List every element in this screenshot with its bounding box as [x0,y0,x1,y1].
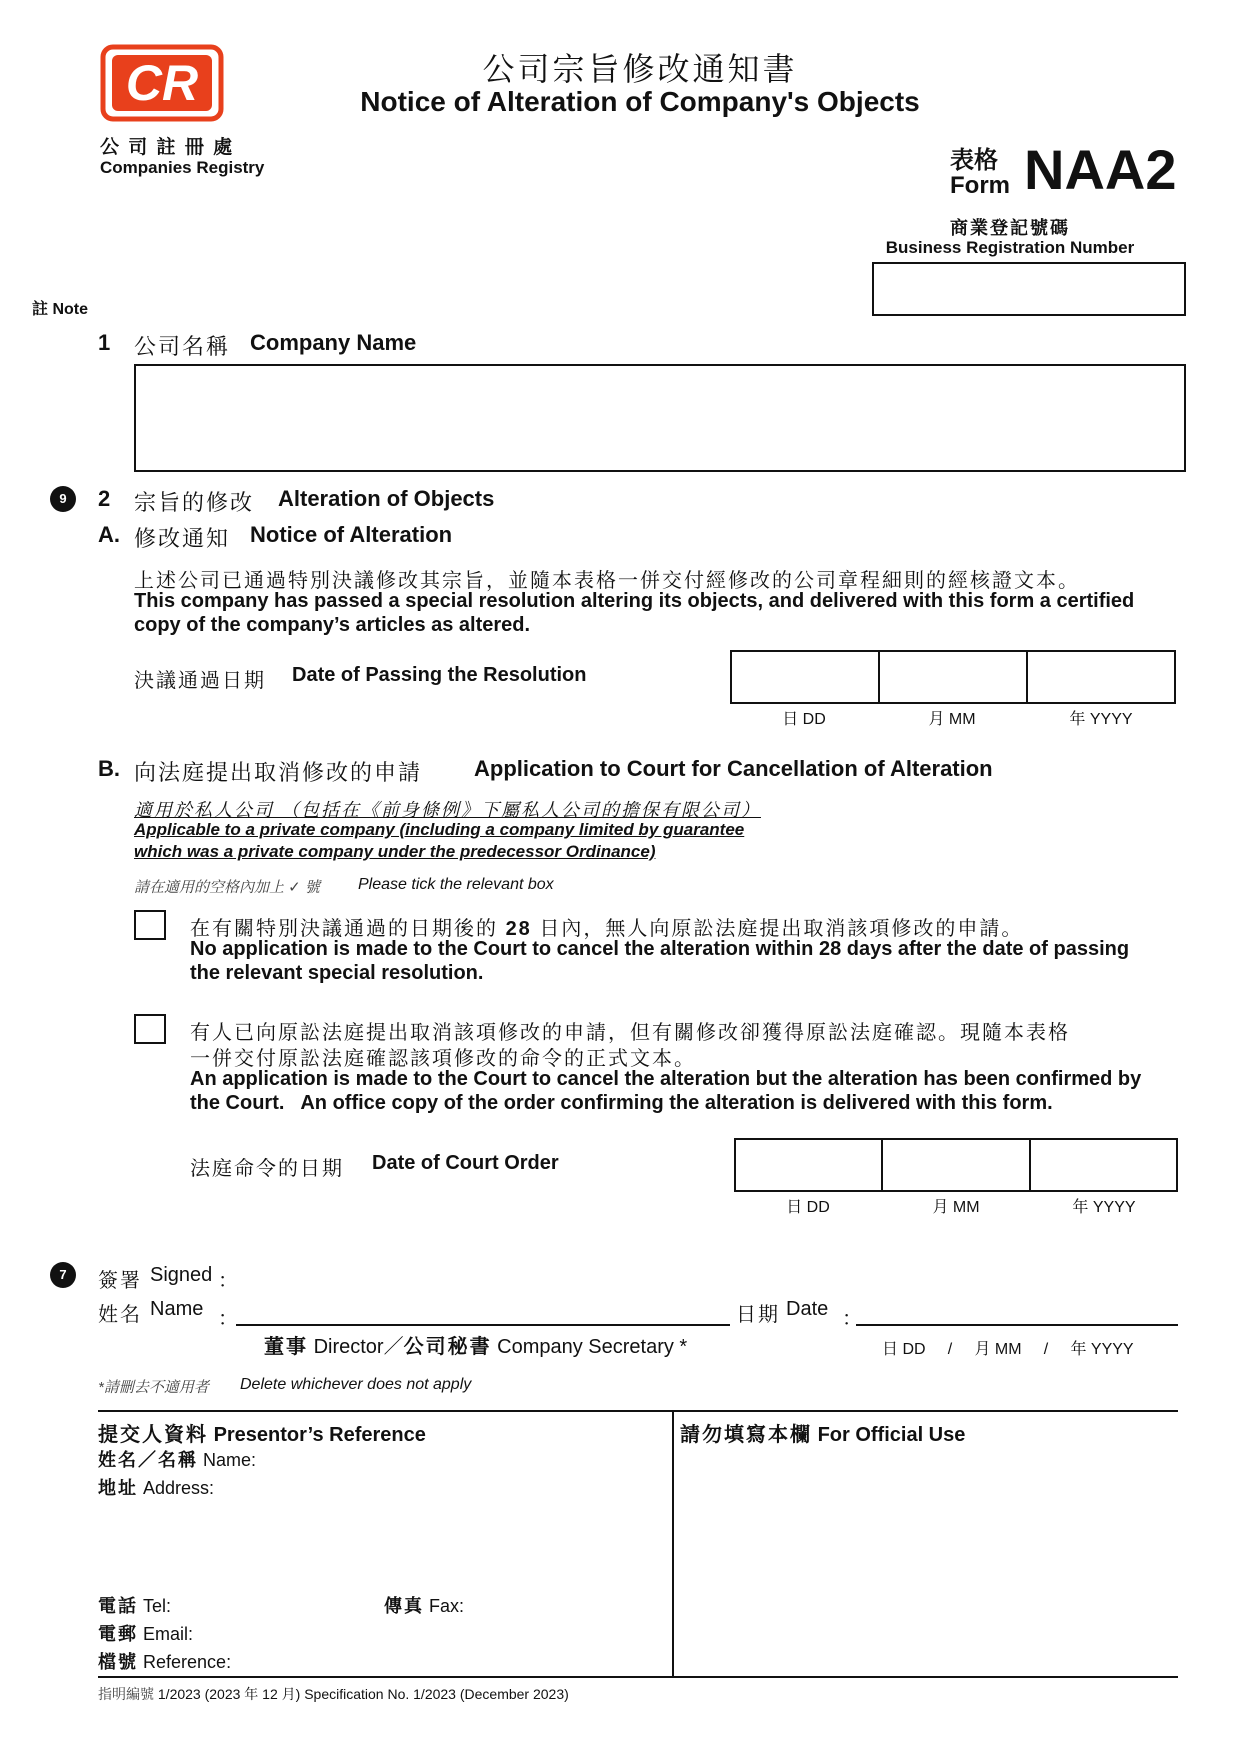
section-2-label-en: Alteration of Objects [278,486,495,511]
presenter-tel-en: Tel: [143,1596,172,1616]
brn-label-zh: 商業登記號碼 [950,218,1070,238]
option-1-text-zh-b: 日內，無人向原訟法庭提出取消該項修改的申請。 [539,918,1024,940]
resolution-mm-cell[interactable] [880,652,1028,702]
part-b-label-zh: 向法庭提出取消修改的申請 [134,760,423,785]
form-title-zh: 公司宗旨修改通知書 [482,51,798,87]
name-label-zh: 姓名 [98,1304,142,1326]
signed-label-zh: 簽署 [98,1270,142,1292]
option-2-text-en-1: An application is made to the Court to cancel the alteration but the alteration has been confirmed by [190,1068,1142,1090]
role-secretary-zh: 公司秘書 [403,1336,492,1358]
resolution-yyyy-cell[interactable] [1028,652,1174,702]
presenter-email-en: Email: [143,1624,194,1644]
date-label-en: Date [786,1298,829,1320]
part-a-letter: A. [98,522,120,547]
resolution-date-label-en: Date of Passing the Resolution [292,664,587,686]
section-2-number: 2 [98,486,111,511]
court-yyyy-label: 年 YYYY [1072,1199,1136,1216]
date-colon: ： [842,1308,862,1330]
court-order-date-label-zh: 法庭命令的日期 [190,1158,344,1180]
option-no-application-checkbox[interactable] [134,910,166,940]
section-2-label-zh: 宗旨的修改 [134,490,255,515]
date-signature-line[interactable] [856,1324,1178,1326]
presenter-fax-zh: 傳真 [384,1596,424,1616]
signed-label-en: Signed [150,1264,213,1286]
footer-spec-text: 1/2023 (2023 年 12 月) Specification No. 1/2023 (December 2023) [157,1686,569,1702]
presenter-address-row[interactable] [98,1474,214,1500]
court-mm-label: 月 MM [932,1199,980,1216]
presenter-divider [672,1410,674,1678]
resolution-yyyy-label: 年 YYYY [1069,711,1133,728]
presenter-fax-en: Fax: [429,1596,465,1616]
resolution-mm-label: 月 MM [928,711,976,728]
option-court-confirmed-checkbox[interactable] [134,1014,166,1044]
presenter-tel-zh: 電話 [98,1596,138,1616]
presenter-name-zh: 姓名／名稱 [98,1450,198,1470]
footer-spec-zh: 指明編號 [98,1686,154,1702]
part-b-letter: B. [98,756,120,781]
option-1-days: 28 [505,918,532,940]
form-label-zh: 表格 [950,147,998,174]
resolution-dd-cell[interactable] [732,652,880,702]
presenter-address-en: Address: [143,1478,215,1498]
court-yyyy-cell[interactable] [1031,1140,1176,1190]
form-code: NAA2 [1024,138,1177,201]
note-label: 註 Note [32,301,89,318]
tick-instruction-zh: 請在適用的空格內加上 ✓ 號 [134,879,320,896]
delete-note-zh: *請刪去不適用者 [98,1379,209,1396]
applicable-note-en-1: Applicable to a private company (including a company limited by guarantee [134,820,745,839]
part-b-label-en: Application to Court for Cancellation of Alteration [474,756,993,781]
resolution-date-input[interactable] [730,650,1176,704]
option-2-text-zh-2: 一併交付原訟法庭確認該項修改的命令的正式文本。 [190,1048,696,1070]
name-signature-line[interactable] [236,1324,730,1326]
tick-instruction-en: Please tick the relevant box [358,876,554,893]
presenter-fax-row[interactable] [384,1592,464,1618]
part-a-text-en-1: This company has passed a special resolution altering its objects, and delivered with this form a certified [134,590,1135,612]
presenter-title-en: Presentor’s Reference [213,1424,426,1446]
part-a-label-en: Notice of Alteration [250,522,453,547]
form-title-en: Notice of Alteration of Company's Objects [360,86,920,117]
signature-date-parts: 日 DD / 月 MM / 年 YYYY [882,1341,1134,1358]
role-secretary-en: Company Secretary * [497,1336,688,1358]
note-7-badge: 7 [50,1262,76,1288]
option-1-text-en-2: the relevant special resolution. [190,962,484,984]
option-1-text-zh [190,912,1023,941]
role-director-zh: 董事 [264,1336,308,1358]
part-a-text-zh: 上述公司已通過特別決議修改其宗旨，並隨本表格一併交付經修改的公司章程細則的經核證文本。 [134,570,1080,592]
presenter-tel-row[interactable] [98,1592,171,1618]
cr-logo [100,44,224,122]
logo-text: CR [125,55,199,111]
presenter-address-zh: 地址 [98,1478,138,1498]
form-label-en: Form [950,172,1010,199]
footer-specification [98,1684,569,1704]
name-colon: ： [218,1308,238,1330]
presenter-reference-en: Reference: [143,1652,232,1672]
date-label-zh: 日期 [736,1304,780,1326]
registry-name-en: Companies Registry [100,158,265,177]
court-dd-cell[interactable] [736,1140,883,1190]
name-label-en: Name [150,1298,204,1320]
official-use-title-en: For Official Use [817,1424,966,1446]
note-9-badge: 9 [50,486,76,512]
official-use-title-zh: 請勿填寫本欄 [680,1424,812,1446]
court-order-date-input[interactable] [734,1138,1178,1192]
company-name-input[interactable] [134,364,1186,472]
option-1-text-en-1: No application is made to the Court to cancel the alteration within 28 days after the date of passing [190,938,1130,960]
court-dd-label: 日 DD [786,1199,830,1216]
presenter-reference-row[interactable] [98,1648,231,1674]
presenter-name-en: Name: [203,1450,257,1470]
registry-name-zh: 公 司 註 冊 處 [100,137,235,158]
section-1-label-en: Company Name [250,330,417,355]
brn-label-en: Business Registration Number [885,238,1135,257]
official-use-title [680,1418,965,1447]
resolution-dd-label: 日 DD [782,711,826,728]
presenter-name-row[interactable] [98,1446,256,1472]
option-2-text-zh-1: 有人已向原訟法庭提出取消該項修改的申請，但有關修改卻獲得原訟法庭確認。現隨本表格 [190,1022,1070,1044]
resolution-date-label-zh: 決議通過日期 [134,670,266,692]
role-director-en: Director [313,1336,384,1358]
presenter-top-rule [98,1410,1178,1412]
court-order-date-label-en: Date of Court Order [372,1152,559,1174]
presenter-email-zh: 電郵 [98,1624,138,1644]
presenter-bottom-rule [98,1676,1178,1678]
option-2-text-en-2: the Court. An office copy of the order confirming the alteration is delivered with this form. [190,1092,1053,1114]
court-mm-cell[interactable] [883,1140,1030,1190]
delete-note-en: Delete whichever does not apply [240,1376,472,1393]
role-separator: ／ [383,1336,404,1358]
presenter-title-zh: 提交人資料 [98,1424,208,1446]
section-1-label-zh: 公司名稱 [134,334,231,359]
part-a-label-zh: 修改通知 [134,526,231,551]
signatory-role [264,1330,687,1359]
option-1-text-zh-a: 在有關特別決議通過的日期後的 [190,918,498,940]
applicable-note-zh: 適用於私人公司 （包括在《前身條例》下屬私人公司的擔保有限公司） [134,800,761,820]
presenter-reference-zh: 檔號 [98,1652,138,1672]
part-a-text-en-2: copy of the company’s articles as altered. [134,614,531,636]
presenter-email-row[interactable] [98,1620,193,1646]
signed-colon: ： [218,1270,238,1292]
brn-input[interactable] [872,262,1186,316]
presenter-title [98,1418,426,1447]
section-1-number: 1 [98,330,111,355]
applicable-note-en-2: which was a private company under the predecessor Ordinance) [134,842,656,861]
